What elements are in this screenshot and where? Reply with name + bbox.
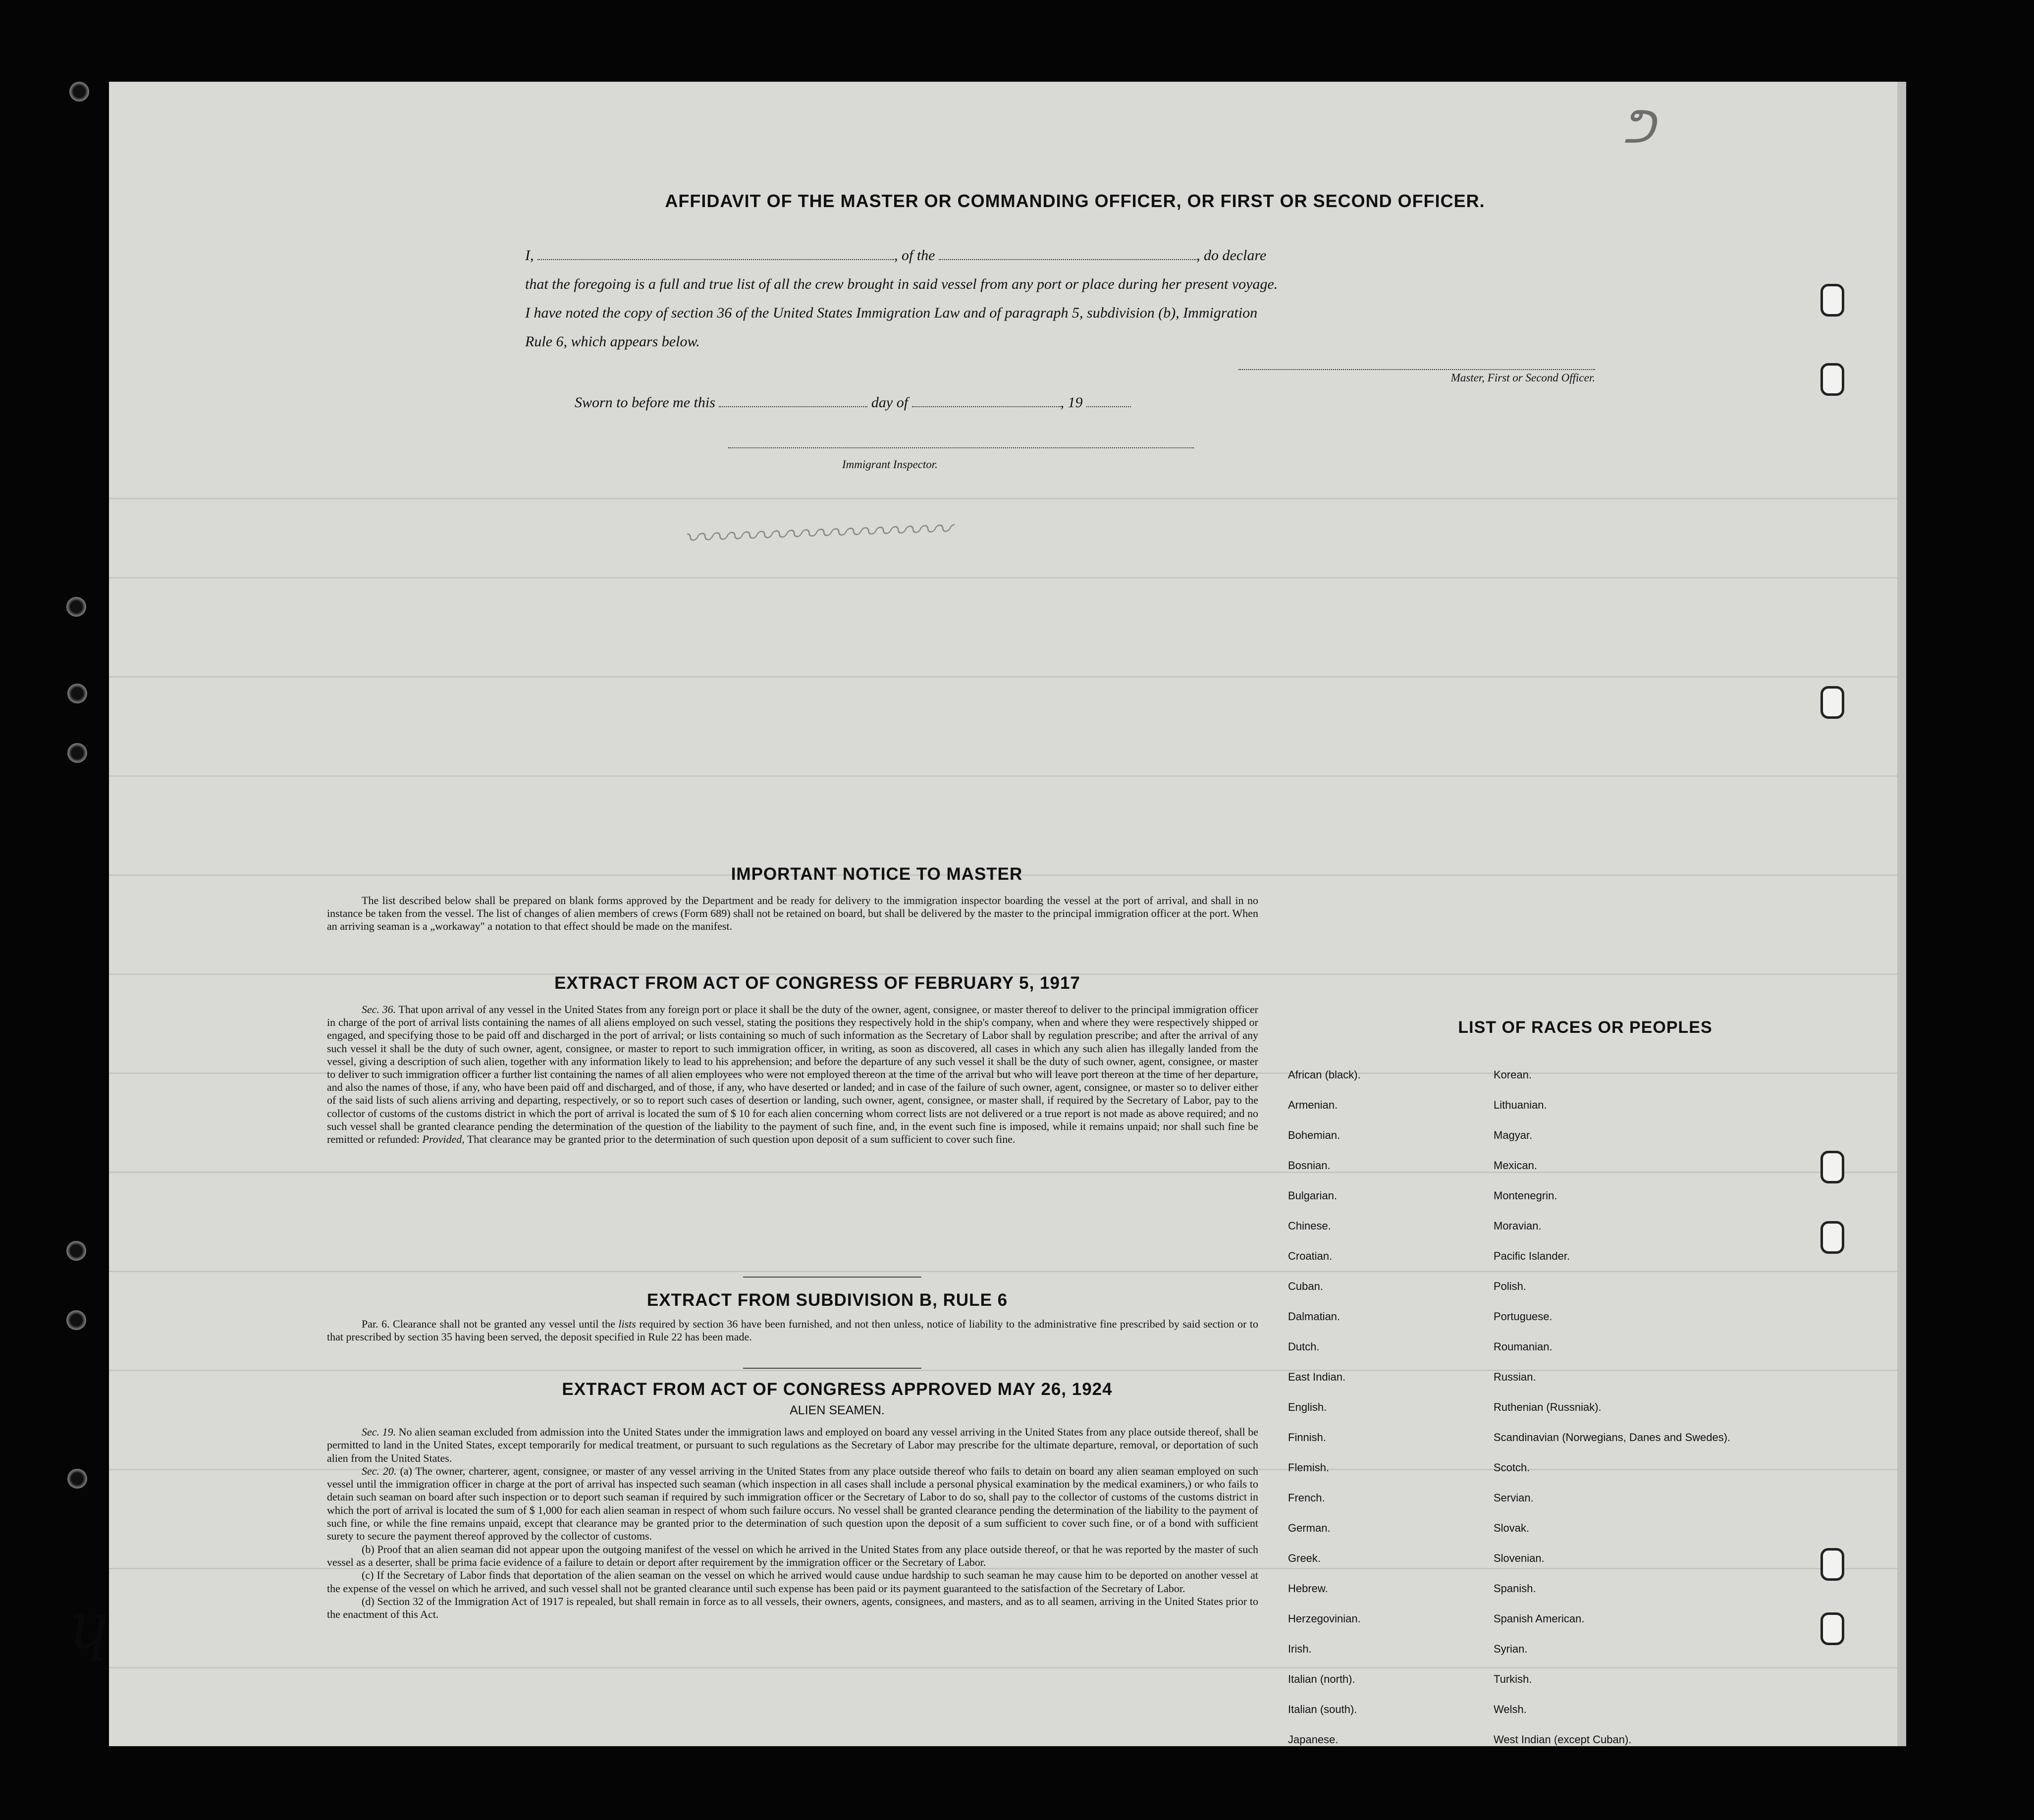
race-item: Armenian. bbox=[1288, 1099, 1338, 1111]
sworn-text: Sworn to before me this bbox=[575, 394, 715, 411]
sworn-day-of: day of bbox=[871, 394, 909, 411]
sec-20d: (d) Section 32 of the Immigration Act of 1917 is repealed, but shall remain in force as to all vessels, their owners, agents, consignees, and masters, and as to all seamen, arriving in the United States prior to the enactment of this Act. bbox=[327, 1595, 1258, 1621]
act-1924-body bbox=[327, 1426, 1258, 1621]
affidavit-line-2: that the foregoing is a full and true list of all the crew brought in said vessel from any port or place during her present voyage. bbox=[525, 276, 1278, 292]
race-item: Italian (south). bbox=[1288, 1703, 1357, 1715]
binder-ring bbox=[1820, 1548, 1844, 1581]
sec-19-text: No alien seaman excluded from admission into the United States under the immigration laws and employed on board any vessel arriving in the United States from any place outside thereof, shall be permitted to land in the United States, except temporarily for medical treatment, or pursuant to such regulations as the Secretary of Labor may prescribe for the ultimate departure, removal, or deportation of such alien from the United States. bbox=[327, 1426, 1259, 1464]
race-item: Portuguese. bbox=[1494, 1310, 1552, 1323]
race-item: Turkish. bbox=[1494, 1673, 1532, 1685]
par-6-text-b: required by section 36 have been furnished, and not then unless, notice of liability to the administrative fine prescribed by said section or to that prescribed by section 35 having been served, the deposit specified in Rule 22 has been made. bbox=[327, 1318, 1259, 1343]
punch-hole bbox=[67, 1469, 87, 1489]
bleed-through-line bbox=[109, 775, 1897, 777]
sec-36-tail: That clearance may be granted prior to the determination of such question upon deposit of a sum sufficient to cover such fine. bbox=[467, 1133, 1016, 1146]
provided-label: Provided, bbox=[422, 1133, 465, 1146]
punch-hole bbox=[66, 597, 86, 617]
handwritten-mark: ɥ bbox=[69, 1588, 111, 1663]
bleed-through-line bbox=[109, 498, 1897, 499]
race-item: Slovak. bbox=[1494, 1522, 1530, 1534]
binder-ring bbox=[1820, 284, 1844, 317]
sworn-day-blank[interactable] bbox=[719, 391, 867, 407]
sworn-line bbox=[575, 391, 1268, 411]
subdivision-heading: EXTRACT FROM SUBDIVISION B, RULE 6 bbox=[646, 1290, 1008, 1310]
race-item: Chinese. bbox=[1288, 1220, 1331, 1232]
signature-label: Master, First or Second Officer. bbox=[1450, 372, 1595, 384]
section-divider bbox=[743, 1277, 921, 1278]
affidavit-do-declare: , do declare bbox=[1196, 247, 1267, 264]
race-item: Polish. bbox=[1494, 1280, 1527, 1292]
master-name-blank[interactable] bbox=[537, 244, 894, 260]
sec-20a bbox=[327, 1465, 1258, 1543]
inspector-signature-line[interactable] bbox=[728, 447, 1194, 448]
par-6-lists: lists bbox=[618, 1318, 636, 1330]
notice-body: The list described below shall be prepared on blank forms approved by the Department and be ready for delivery to the immigration inspector boarding the vessel at the port of arrival, and shall in no instance be taken from the vessel. The list of changes of alien members of crews (Form 689) shall not be retained on board, but shall be delivered by the master to the principal immigration officer at the port. When an arriving seaman is a „workaway" a notation to that effect should be made on the manifest. bbox=[327, 894, 1258, 932]
sec-20a-text: (a) The owner, charterer, agent, consignee, or master of any vessel arriving in the United States from any place outside thereof who fails to detain on board any alien seaman employed on such vessel until the immigration officer in charge at the port of arrival has inspected such seaman (which inspection in all cases shall include a personal physical examination by the medical examiners,) or who fails to detain such seaman on board after such inspection or to deport such seaman if required by such immigration officer or the Secretary of Labor to do so, shall pay to the collector of customs of the customs district in which the port of arrival is located the sum of $ 1,000 for each alien seaman in respect of whom such failure occurs. No vessel shall be granted clearance pending the determination of the liability to the payment of such fine, or while the fine remains unpaid, except that clearance may be granted prior to the determination of such question upon the deposit of a sum sufficient to cover such fine, or of a bond with sufficient surety to secure the payment thereof approved by the collector of customs. bbox=[327, 1464, 1259, 1543]
race-item: Cuban. bbox=[1288, 1280, 1323, 1292]
par-6-text-a: Par. 6. Clearance shall not be granted any vessel until the bbox=[362, 1318, 615, 1330]
inspector-label: Immigrant Inspector. bbox=[842, 458, 938, 471]
punch-hole bbox=[66, 1310, 86, 1330]
act-1924-heading: EXTRACT FROM ACT OF CONGRESS APPROVED MAY 26, 1924 bbox=[562, 1380, 1113, 1399]
signature-line[interactable] bbox=[1238, 369, 1595, 370]
binder-ring bbox=[1820, 686, 1844, 719]
punch-hole bbox=[67, 743, 87, 763]
race-item: Spanish. bbox=[1494, 1582, 1536, 1595]
race-item: African (black). bbox=[1288, 1069, 1361, 1081]
binder-ring bbox=[1820, 1151, 1844, 1183]
race-item: Ruthenian (Russniak). bbox=[1494, 1401, 1602, 1413]
race-item: Bulgarian. bbox=[1288, 1189, 1338, 1202]
race-item: Scotch. bbox=[1494, 1461, 1530, 1474]
sec-36-text: That upon arrival of any vessel in the United States from any foreign port or place it shall be the duty of the owner, agent, consignee, or master thereof to deliver to the principal immigration officer in charge of the port of arrival lists containing the names of all aliens employed on such vessel, stating the positions they respectively hold in the ship's company, when and where they were respectively shipped or engaged, and specifying those to be paid off and discharged in the port of arrival; or lists containing so much of such information as the Secretary of Labor shall by regulation prescribe; and after the arrival of any such vessel it shall be the duty of such owner, agent, consignee, or master to report to such immigration officer, in writing, as soon as discovered, all cases in which any such alien has illegally landed from the vessel, giving a description of such alien, together with any information likely to lead to his apprehension; and before the departure of any such vessel it shall be the duty of such owner, agent, consignee, or master to deliver to such immigration officer a further list containing the names of all alien employees who were not employed thereon at the time of the arrival but who will leave port thereon at the time of her departure, and also the names of those, if any, who have been paid off and discharged, and of those, if any, who have deserted or landed; and in case of the failure of such owner, agent, consignee, or master so to deliver either of the said lists of such aliens arriving and departing, respectively, or so to report such cases of desertion or landing, such owner, agent, consignee, or master shall, if required by the Secretary of Labor, pay to the collector of customs of the customs district in which the port of arrival is located the sum of $ 10 for each alien concerning whom correct lists are not delivered or a true report is not made as above required; and no such vessel shall be granted clearance pending the determination of the question of the liability to the payment of such fine, and, in the event such fine is imposed, while it remains unpaid; nor shall such fine be remitted or refunded: bbox=[327, 1003, 1258, 1146]
punch-hole bbox=[69, 82, 89, 102]
sworn-year-blank[interactable] bbox=[1086, 391, 1131, 407]
section-divider bbox=[743, 1368, 921, 1369]
sworn-year-prefix: , 19 bbox=[1060, 394, 1083, 411]
sec-36-label: Sec. 36. bbox=[362, 1003, 396, 1016]
sec-20-label: Sec. 20. bbox=[362, 1464, 397, 1477]
sec-19 bbox=[327, 1426, 1258, 1465]
race-item: Roumanian. bbox=[1494, 1340, 1552, 1353]
race-item: Syrian. bbox=[1494, 1643, 1528, 1655]
race-item: Russian. bbox=[1494, 1371, 1536, 1383]
race-item: Magyar. bbox=[1494, 1129, 1533, 1141]
race-item: Hebrew. bbox=[1288, 1582, 1328, 1595]
affidavit-of-the: , of the bbox=[894, 247, 935, 264]
race-item: Bosnian. bbox=[1288, 1159, 1331, 1172]
race-item: Moravian. bbox=[1494, 1220, 1542, 1232]
binder-ring bbox=[1820, 363, 1844, 396]
sworn-month-blank[interactable] bbox=[912, 391, 1061, 407]
race-item: Flemish. bbox=[1288, 1461, 1330, 1474]
handwritten-scrawl: 〰〰〰〰〰〰〰〰〰 bbox=[683, 512, 952, 556]
handwritten-mark: ᕤ bbox=[1622, 102, 1655, 154]
affidavit-text bbox=[525, 241, 1595, 356]
race-item: Lithuanian. bbox=[1494, 1099, 1547, 1111]
race-item: Irish. bbox=[1288, 1643, 1312, 1655]
manifest-sheet bbox=[69, 82, 1906, 1746]
race-item: Dalmatian. bbox=[1288, 1310, 1340, 1323]
affidavit-line-4: Rule 6, which appears below. bbox=[525, 333, 700, 350]
race-item: Spanish American. bbox=[1494, 1612, 1585, 1625]
punch-hole bbox=[67, 684, 87, 703]
sec-20b: (b) Proof that an alien seaman did not appear upon the outgoing manifest of the vessel on which he arrived in the United States from any place outside thereof, or that he was reported by the master of such vessel as a deserter, shall be prima facie evidence of a failure to detain or deport after requirement by the immigration officer or the Secretary of Labor. bbox=[327, 1543, 1258, 1568]
notice-heading: IMPORTANT NOTICE TO MASTER bbox=[731, 864, 1023, 884]
race-item: German. bbox=[1288, 1522, 1331, 1534]
binder-ring bbox=[1820, 1221, 1844, 1254]
affidavit-line-3: I have noted the copy of section 36 of the United States Immigration Law and of paragraph 5, subdivision (b), Immigration bbox=[525, 305, 1258, 321]
race-item: Japanese. bbox=[1288, 1733, 1338, 1746]
sec-20c: (c) If the Secretary of Labor finds that deportation of the alien seaman on the vessel on which he arrived would cause undue hardship to such seaman he may cause him to be deported on another vessel at the expense of the vessel on which he arrived, and such vessel shall not be granted clearance until such expense has been paid or its payment guaranteed to the satisfaction of the Secretary of Labor. bbox=[327, 1569, 1258, 1595]
race-item: Mexican. bbox=[1494, 1159, 1538, 1172]
sec-19-label: Sec. 19. bbox=[362, 1426, 396, 1438]
affidavit-title: AFFIDAVIT OF THE MASTER OR COMMANDING OFFICER, OR FIRST OR SECOND OFFICER. bbox=[665, 191, 1485, 211]
binder-ring bbox=[1820, 1612, 1844, 1645]
punch-hole bbox=[66, 1241, 86, 1261]
race-item: French. bbox=[1288, 1492, 1325, 1504]
act-1924-subheading: ALIEN SEAMEN. bbox=[790, 1403, 885, 1417]
race-item: Korean. bbox=[1494, 1069, 1532, 1081]
race-item: Pacific Islander. bbox=[1494, 1250, 1570, 1262]
race-item: East Indian. bbox=[1288, 1371, 1346, 1383]
race-item: Scandinavian (Norwegians, Danes and Swedes). bbox=[1494, 1431, 1731, 1444]
act-1917-heading: EXTRACT FROM ACT OF CONGRESS OF FEBRUARY 5, 1917 bbox=[554, 973, 1080, 993]
race-item: Servian. bbox=[1494, 1492, 1534, 1504]
race-item: Dutch. bbox=[1288, 1340, 1320, 1353]
race-item: Slovenian. bbox=[1494, 1552, 1545, 1564]
race-item: Italian (north). bbox=[1288, 1673, 1355, 1685]
race-item: Welsh. bbox=[1494, 1703, 1527, 1715]
vessel-name-blank[interactable] bbox=[939, 244, 1196, 260]
race-item: Finnish. bbox=[1288, 1431, 1327, 1444]
races-heading: LIST OF RACES OR PEOPLES bbox=[1458, 1018, 1713, 1037]
race-item: West Indian (except Cuban). bbox=[1494, 1733, 1632, 1746]
act-1917-body bbox=[327, 1003, 1258, 1146]
affidavit-i: I, bbox=[525, 247, 534, 264]
bleed-through-line bbox=[109, 676, 1897, 678]
race-item: Bohemian. bbox=[1288, 1129, 1340, 1141]
race-item: English. bbox=[1288, 1401, 1327, 1413]
bleed-through-line bbox=[109, 577, 1897, 579]
race-item: Montenegrin. bbox=[1494, 1189, 1557, 1202]
subdivision-body bbox=[327, 1318, 1258, 1343]
race-item: Herzegovinian. bbox=[1288, 1612, 1361, 1625]
races-right-column bbox=[1494, 1069, 1771, 1764]
race-item: Croatian. bbox=[1288, 1250, 1333, 1262]
race-item: Greek. bbox=[1288, 1552, 1321, 1564]
